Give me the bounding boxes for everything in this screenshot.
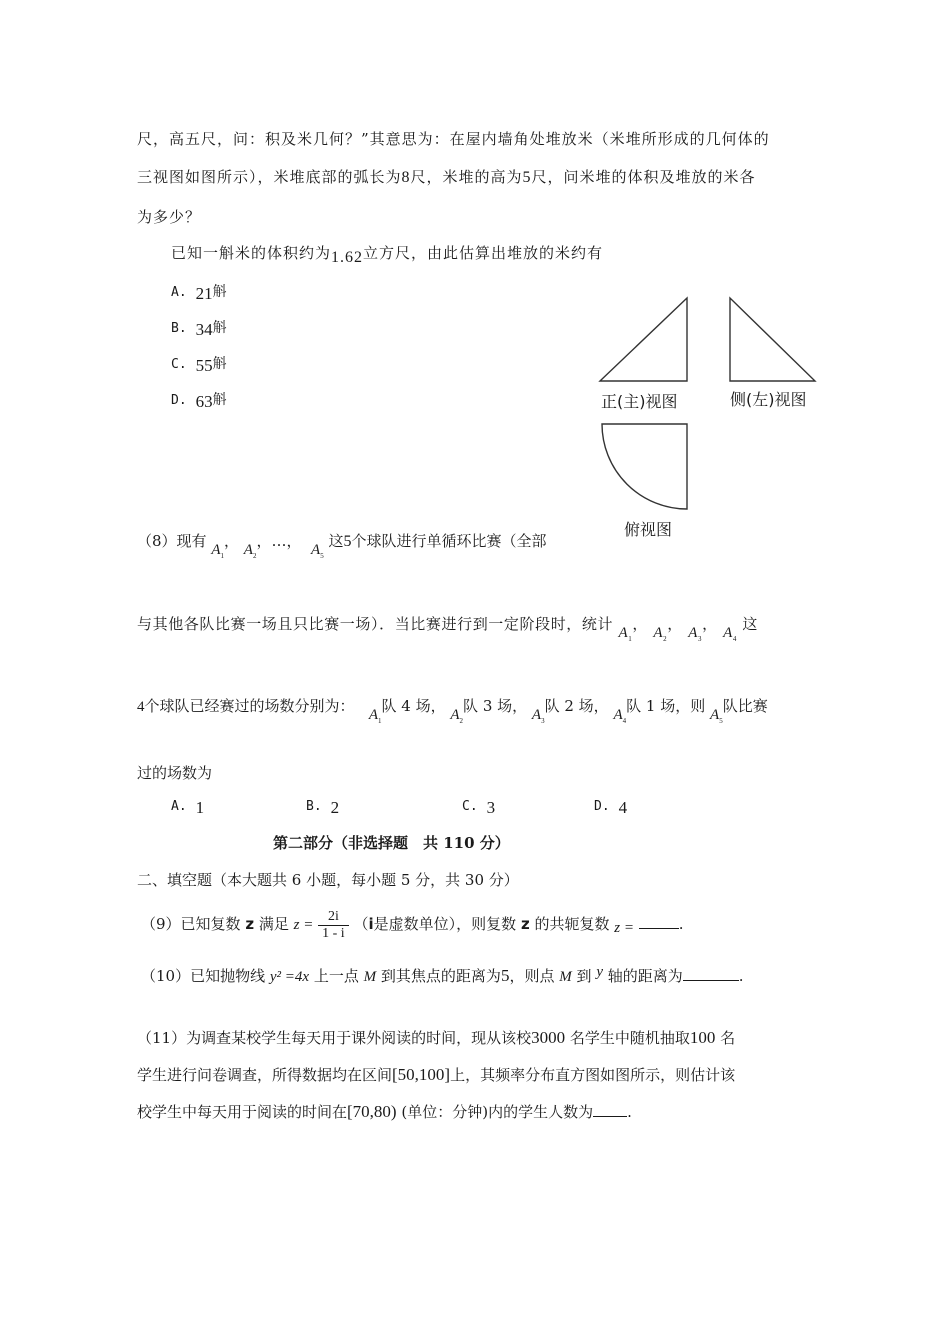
p7-option-b[interactable]: B. 34斛 <box>171 320 227 339</box>
p7-line1: 尺，高五尺，问：积及米几何？”其意思为：在屋内墙角处堆放米（米堆所形成的几何体的 <box>137 130 770 148</box>
top-view-label: 俯视图 <box>624 520 673 539</box>
p8-line1: （8）现有 $A_1$， $A_2$，…， $A_5$ 这5个球队进行单循环比赛（全部 <box>137 532 547 560</box>
three-view-figure <box>590 290 830 550</box>
p8-result-a4: 队 1 场，则 <box>626 697 706 715</box>
section2-heading: 二、填空题（本大题共 6 小题，每小题 5 分，共 30 分） <box>137 871 519 889</box>
p8-option-d[interactable]: D. 4 <box>594 798 628 817</box>
p9-fraction: $\frac{2i}{1 - i}$ <box>318 909 349 942</box>
p11-answer-blank[interactable] <box>593 1102 627 1117</box>
p9-answer-blank[interactable] <box>639 914 679 929</box>
side-view-label: 侧(左)视图 <box>730 390 807 409</box>
p8-line2: 与其他各队比赛一场且只比赛一场）．当比赛进行到一定阶段时，统计 $A_1$， $A_2$， $A_3$， $A_4$ 这 <box>137 615 758 643</box>
p8-line4: 过的场数为 <box>137 764 213 782</box>
p8-option-c[interactable]: C. 3 <box>462 798 496 817</box>
p7-option-d[interactable]: D. 63斛 <box>171 392 227 411</box>
p7-option-c[interactable]: C. 55斛 <box>171 356 227 375</box>
p11-line1: （11）为调查某校学生每天用于课外阅读的时间，现从该校3000 名学生中随机抽取100 名 <box>137 1028 736 1047</box>
side-view-triangle <box>730 298 815 381</box>
top-view-quarter-circle <box>602 424 687 509</box>
p8-option-a[interactable]: A. 1 <box>171 798 205 817</box>
p8-result-a1: 队 4 场， <box>381 697 446 715</box>
p7-line3: 为多少？ <box>137 208 202 226</box>
p8-line3: 4个球队已经赛过的场数分别为： $A_1$队 4 场， $A_2$队 3 场， $A_3$队 2 场， $A_4$队 1 场，则 $A_5$队比赛 <box>137 697 768 725</box>
p7-line4: 已知一斛米的体积约为1.62立方尺，由此估算出堆放的米约有 <box>171 244 604 266</box>
front-view-triangle <box>600 298 687 381</box>
p8-result-a3: 队 2 场， <box>544 697 609 715</box>
p11-line2: 学生进行问卷调查，所得数据均在区间[50,100]上，其频率分布直方图如图所示，则估计该 <box>137 1065 736 1084</box>
p8-option-b[interactable]: B. 2 <box>306 798 340 817</box>
front-view-label: 正(主)视图 <box>601 392 678 411</box>
p9-line: （9）已知复数 z 满足 z = $\frac{2i}{1 - i}$ （i是虚数单位），则复数 z 的共轭复数 z = . <box>141 908 684 941</box>
p10-line: （10）已知抛物线 y² =4x 上一点 M 到其焦点的距离为5，则点 M 到 y 轴的距离为 . <box>141 964 744 985</box>
section2-title: 第二部分（非选择题 共 110 分） <box>273 834 510 852</box>
p7-option-a[interactable]: A. 21斛 <box>171 284 227 303</box>
p11-line3: 校学生中每天用于阅读的时间在[70,80) (单位：分钟)内的学生人数为 . <box>137 1102 632 1121</box>
p7-line2: 三视图如图所示），米堆底部的弧长为8尺，米堆的高为5尺，问米堆的体积及堆放的米各 <box>137 168 756 186</box>
p10-answer-blank[interactable] <box>683 966 739 981</box>
p8-result-a2: 队 3 场， <box>463 697 528 715</box>
